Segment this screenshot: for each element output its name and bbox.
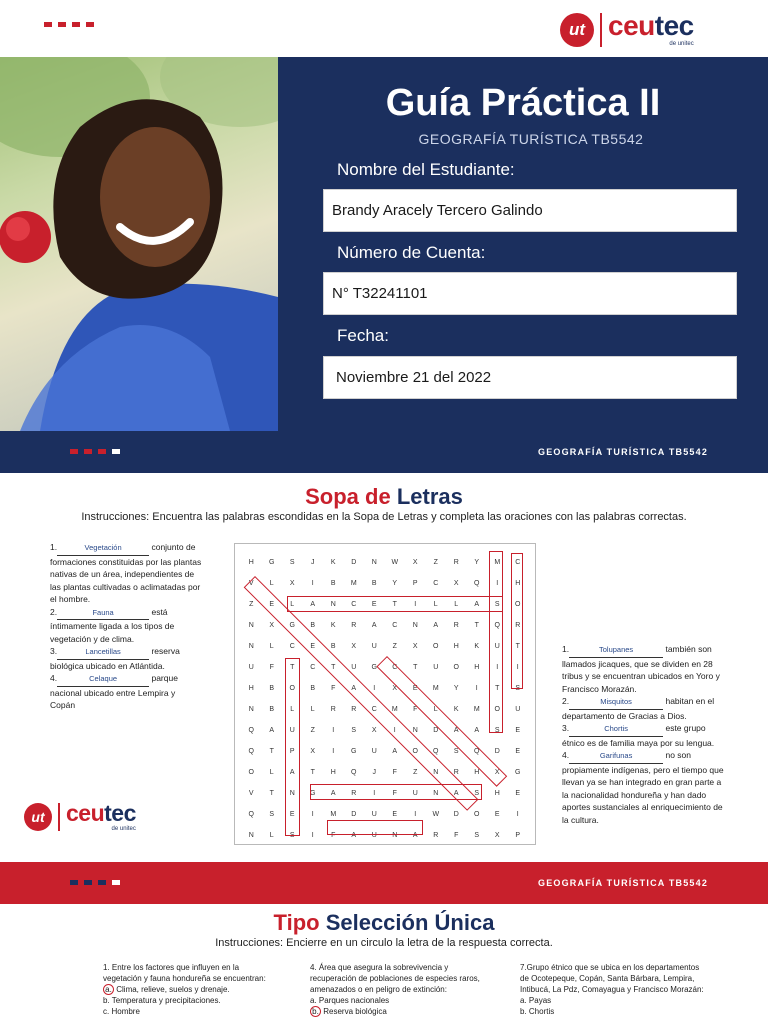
grid-letter: T — [515, 643, 520, 650]
grid-letter: R — [453, 622, 459, 629]
grid-letter: X — [351, 643, 357, 650]
answer-blank[interactable]: Tolupanes — [569, 644, 663, 658]
band-course-label: GEOGRAFÍA TURÍSTICA TB5542 — [538, 447, 709, 457]
grid-letter: R — [351, 622, 357, 629]
decor-dots-top — [44, 22, 94, 27]
band-course-label-2: GEOGRAFÍA TURÍSTICA TB5542 — [538, 878, 709, 888]
grid-letter: X — [453, 580, 459, 587]
grid-letter: M — [432, 685, 439, 692]
option-b[interactable]: b. Chortis — [520, 1007, 555, 1016]
account-number-label: Número de Cuenta: — [337, 243, 486, 262]
grid-letter: I — [496, 664, 499, 671]
wordsearch-title: Sopa de Letras — [305, 484, 463, 509]
grid-letter: Q — [248, 748, 254, 755]
grid-letter: N — [433, 769, 439, 776]
right-clue-2: 2. Misquitos habitan en el departamento de Gracias a Dios. — [562, 696, 715, 721]
grid-letter: E — [392, 811, 398, 818]
multiple-choice-instructions: Instrucciones: Encierre en un circulo la letra de la respuesta correcta. — [215, 937, 553, 949]
grid-letter: U — [433, 664, 439, 671]
ceutec-logo-secondary: ut ceutec de unitec — [24, 802, 136, 832]
grid-letter: Q — [433, 748, 439, 755]
grid-letter: D — [433, 727, 439, 734]
grid-letter: N — [248, 622, 254, 629]
left-clues — [50, 541, 202, 712]
grid-letter: E — [515, 727, 521, 734]
grid-letter: U — [351, 664, 357, 671]
grid-letter: O — [433, 643, 439, 650]
grid-letter: A — [453, 790, 459, 797]
grid-letter: I — [393, 727, 396, 734]
page-subtitle: GEOGRAFÍA TURÍSTICA TB5542 — [418, 131, 644, 147]
grid-letter: N — [289, 790, 295, 797]
grid-letter: X — [494, 832, 500, 839]
grid-letter: S — [289, 559, 295, 566]
grid-letter: D — [351, 811, 357, 818]
grid-letter: E — [310, 643, 316, 650]
found-word-chortis — [511, 553, 523, 689]
grid-letter: T — [269, 748, 274, 755]
grid-letter: L — [269, 832, 274, 839]
grid-letter: N — [330, 601, 336, 608]
grid-letter: I — [311, 580, 314, 587]
option-b[interactable]: b. Reserva biológica — [310, 1006, 485, 1017]
grid-letter: S — [289, 832, 295, 839]
grid-letter: F — [454, 832, 459, 839]
option-b[interactable]: b. Temperatura y precipitaciones. — [103, 996, 221, 1005]
grid-letter: B — [310, 622, 316, 629]
grid-letter: Z — [413, 769, 418, 776]
grid-letter: L — [433, 706, 438, 713]
grid-letter: O — [494, 706, 500, 713]
logo-mark-icon: ut — [560, 13, 594, 47]
ceutec-logo: ut ceutec de unitec — [560, 12, 694, 47]
grid-letter: I — [516, 811, 519, 818]
grid-letter: S — [494, 727, 500, 734]
grid-letter: U — [494, 643, 500, 650]
answer-blank[interactable]: Celaque — [57, 673, 149, 687]
grid-letter: T — [269, 790, 274, 797]
grid-letter: M — [391, 706, 398, 713]
grid-letter: K — [474, 643, 480, 650]
page-title: Guía Práctica II — [385, 82, 661, 124]
wordsearch-instructions: Instrucciones: Encuentra las palabras escondidas en la Sopa de Letras y completa las oraciones con las palabras correctas. — [81, 511, 687, 523]
grid-letter: R — [515, 622, 521, 629]
grid-letter: C — [433, 580, 439, 587]
grid-letter: S — [474, 790, 480, 797]
grid-letter: P — [412, 580, 418, 587]
grid-letter: X — [289, 580, 295, 587]
grid-letter: F — [269, 664, 274, 671]
grid-letter: Y — [392, 580, 398, 587]
grid-letter: A — [392, 748, 398, 755]
grid-letter: F — [331, 832, 336, 839]
grid-letter: T — [331, 664, 336, 671]
grid-letter: Q — [248, 811, 254, 818]
grid-letter: K — [453, 706, 459, 713]
grid-letter: F — [413, 706, 418, 713]
grid-letter: G — [310, 790, 316, 797]
found-word-fauna — [327, 820, 423, 835]
grid-letter: U — [371, 643, 377, 650]
right-clues — [562, 643, 724, 826]
left-clue-1: 1. Vegetación conjunto de formaciones constituidas por las plantas nativas de un área, independientes de las plantas cultivadas o aclimatadas por el hombre. — [50, 542, 202, 604]
grid-letter: B — [330, 580, 336, 587]
decor-dots-red-band — [70, 880, 120, 885]
grid-letter: D — [494, 748, 500, 755]
grid-letter: T — [310, 769, 315, 776]
answer-blank[interactable]: Misquitos — [569, 696, 663, 710]
grid-letter: N — [371, 559, 377, 566]
right-clue-1: 1. Tolupanes también son llamados jicaques, que se dividen en 28 tribus y se encuentran ubicados en Yoro y Francisco Morazán. — [562, 644, 720, 694]
grid-letter: B — [330, 643, 336, 650]
grid-letter: E — [269, 601, 275, 608]
grid-letter: R — [330, 706, 336, 713]
grid-letter: T — [290, 664, 295, 671]
grid-letter: U — [371, 748, 377, 755]
grid-letter: Q — [248, 727, 254, 734]
grid-letter: R — [453, 769, 459, 776]
grid-letter: A — [474, 727, 480, 734]
grid-letter: H — [474, 664, 480, 671]
grid-letter: I — [332, 748, 335, 755]
option-a[interactable]: a. Clima, relieve, suelos y drenaje. — [103, 984, 273, 995]
grid-letter: E — [515, 790, 521, 797]
grid-letter: Z — [249, 601, 254, 608]
grid-letter: E — [494, 811, 500, 818]
grid-letter: Q — [351, 769, 357, 776]
grid-letter: B — [269, 706, 275, 713]
grid-letter: B — [310, 685, 316, 692]
answer-blank[interactable]: Vegetación — [57, 542, 149, 556]
grid-letter: F — [392, 790, 397, 797]
grid-letter: C — [289, 643, 295, 650]
answer-blank[interactable]: Chortis — [569, 723, 663, 737]
grid-letter: I — [496, 580, 499, 587]
grid-letter: S — [515, 685, 521, 692]
grid-letter: O — [453, 664, 459, 671]
grid-letter: W — [432, 811, 440, 818]
grid-letter: J — [311, 559, 315, 566]
logo-mark-icon: ut — [24, 803, 52, 831]
grid-letter: A — [330, 790, 336, 797]
grid-letter: I — [311, 811, 314, 818]
grid-letter: U — [289, 727, 295, 734]
grid-letter: U — [248, 664, 254, 671]
grid-letter: B — [371, 580, 377, 587]
grid-letter: O — [248, 769, 254, 776]
grid-letter: Z — [310, 727, 315, 734]
grid-letter: A — [289, 769, 295, 776]
grid-letter: N — [433, 790, 439, 797]
grid-letter: K — [330, 559, 336, 566]
grid-letter: G — [371, 664, 377, 671]
grid-letter: N — [248, 832, 254, 839]
grid-letter: A — [351, 685, 357, 692]
answer-blank[interactable]: Garifunas — [569, 750, 663, 764]
student-photo — [0, 57, 278, 431]
grid-letter: L — [269, 643, 274, 650]
grid-letter: P — [289, 748, 295, 755]
question-4: 4. Área que asegura la sobrevivencia y recuperación de poblaciones de especies raros, amenazados o en peligro de extinción: a. Parques nacionales b. Reserva biológica — [310, 962, 485, 1017]
grid-letter: G — [351, 748, 357, 755]
grid-letter: U — [371, 811, 377, 818]
grid-letter: B — [269, 685, 275, 692]
grid-letter: I — [414, 811, 417, 818]
grid-letter: M — [494, 559, 501, 566]
grid-letter: N — [412, 727, 418, 734]
grid-letter: Z — [392, 643, 397, 650]
grid-letter: M — [350, 580, 357, 587]
question-7: 7.Grupo étnico que se ubica en los departamentos de Ocotepeque, Copán, Santa Bárbara, Lempira, Intibucá, La Pdz, Comayagua y Francisco Morazán: a. Payas b. Chortis — [520, 962, 710, 1017]
grid-letter: E — [371, 601, 377, 608]
grid-letter: N — [412, 622, 418, 629]
decor-dots-band — [70, 449, 120, 454]
grid-letter: M — [330, 811, 337, 818]
grid-letter: V — [248, 580, 254, 587]
grid-letter: P — [515, 832, 521, 839]
grid-letter: Q — [494, 622, 500, 629]
grid-letter: F — [392, 769, 397, 776]
grid-letter: I — [332, 727, 335, 734]
grid-letter: L — [269, 769, 274, 776]
grid-letter: G — [289, 622, 295, 629]
grid-letter: N — [392, 832, 398, 839]
grid-letter: A — [412, 832, 418, 839]
grid-letter: Q — [474, 580, 480, 587]
grid-letter: L — [310, 706, 315, 713]
grid-letter: O — [474, 811, 480, 818]
multiple-choice-title: Tipo Selección Única — [273, 910, 495, 935]
grid-letter: T — [413, 664, 418, 671]
grid-letter: H — [494, 790, 500, 797]
grid-letter: X — [392, 685, 398, 692]
grid-letter: L — [269, 580, 274, 587]
grid-letter: I — [516, 664, 519, 671]
grid-letter: A — [453, 727, 459, 734]
grid-letter: D — [453, 811, 459, 818]
grid-letter: A — [269, 727, 275, 734]
left-clue-3: 3. Lancetillas reserva biológica ubicado en Atlántida. — [50, 646, 180, 671]
found-word-tolupanes — [285, 658, 300, 836]
grid-letter: C — [392, 664, 398, 671]
date-label: Fecha: — [337, 326, 389, 345]
answer-blank[interactable]: Fauna — [57, 607, 149, 621]
grid-letter: X — [269, 622, 275, 629]
grid-letter: E — [289, 811, 295, 818]
grid-letter: A — [351, 832, 357, 839]
grid-letter: O — [515, 601, 521, 608]
grid-letter: U — [515, 706, 521, 713]
right-clue-3: 3. Chortis este grupo étnico es de familia maya por su lengua. — [562, 723, 715, 748]
grid-letter: C — [371, 706, 377, 713]
grid-letter: O — [289, 685, 295, 692]
grid-letter: I — [475, 685, 478, 692]
grid-letter: I — [414, 601, 417, 608]
grid-letter: Q — [474, 748, 480, 755]
grid-letter: I — [373, 790, 376, 797]
grid-letter: C — [351, 601, 357, 608]
grid-letter: Y — [453, 685, 459, 692]
date-field[interactable]: Noviembre 21 del 2022 — [323, 356, 737, 399]
grid-letter: R — [453, 559, 459, 566]
grid-letter: Z — [433, 559, 438, 566]
grid-letter: R — [351, 706, 357, 713]
left-clue-4: 4. Celaque parque nacional ubicado entre Lempira y Copán — [50, 673, 178, 710]
grid-letter: J — [372, 769, 376, 776]
wordsearch-grid — [234, 543, 536, 845]
answer-blank[interactable]: Lancetillas — [57, 646, 149, 660]
grid-letter: T — [474, 622, 479, 629]
grid-letter: U — [371, 832, 377, 839]
account-number-field[interactable]: N° T32241101 — [323, 272, 737, 315]
grid-letter: G — [515, 769, 521, 776]
grid-letter: H — [248, 559, 254, 566]
grid-letter: K — [330, 622, 336, 629]
grid-letter: D — [351, 559, 357, 566]
grid-letter: C — [392, 622, 398, 629]
grid-letter: W — [391, 559, 399, 566]
grid-letter: H — [248, 685, 254, 692]
grid-letter: X — [310, 748, 316, 755]
grid-letter: R — [433, 832, 439, 839]
grid-letter: L — [290, 706, 295, 713]
grid-letter: O — [412, 748, 418, 755]
grid-letter: S — [351, 727, 357, 734]
grid-letter: H — [453, 643, 459, 650]
grid-letter: T — [495, 685, 500, 692]
grid-letter: S — [494, 601, 500, 608]
grid-letter: V — [248, 790, 254, 797]
grid-letter: U — [412, 790, 418, 797]
grid-letter: A — [474, 601, 480, 608]
grid-letter: X — [412, 559, 418, 566]
found-word-lancetillas — [287, 596, 503, 612]
question-1: 1. Entre los factores que influyen en la vegetación y fauna hondureña se encuentran: a. Clima, relieve, suelos y drenaje. b. Temperatura y precipitaciones. c. Hombre — [103, 962, 273, 1017]
grid-letter: X — [494, 769, 500, 776]
grid-letter: T — [392, 601, 397, 608]
grid-letter: N — [248, 643, 254, 650]
option-c[interactable]: c. Hombre — [103, 1007, 140, 1016]
grid-letter: A — [433, 622, 439, 629]
grid-letter: I — [373, 685, 376, 692]
option-a[interactable]: a. Parques nacionales — [310, 996, 390, 1005]
student-name-field[interactable]: Brandy Aracely Tercero Galindo — [323, 189, 737, 232]
grid-letter: S — [269, 811, 275, 818]
grid-letter: M — [473, 706, 480, 713]
grid-letter: G — [269, 559, 275, 566]
grid-letter: F — [331, 685, 336, 692]
student-name-label: Nombre del Estudiante: — [337, 160, 515, 179]
grid-letter: A — [371, 622, 377, 629]
grid-letter: R — [351, 790, 357, 797]
option-a[interactable]: a. Payas — [520, 996, 552, 1005]
left-clue-2: 2. Fauna está íntimamente ligada a los tipos de vegetación y de clima. — [50, 606, 175, 644]
grid-letter: A — [310, 601, 316, 608]
grid-letter: X — [371, 727, 377, 734]
found-word-misquitos — [489, 551, 503, 733]
grid-letter: E — [412, 685, 418, 692]
grid-letter: C — [515, 559, 521, 566]
grid-letter: N — [248, 706, 254, 713]
grid-letter: L — [454, 601, 459, 608]
grid-letter: X — [412, 643, 418, 650]
grid-letter: I — [311, 832, 314, 839]
grid-letter: H — [474, 769, 480, 776]
grid-letter: S — [453, 748, 459, 755]
grid-letter: L — [290, 601, 295, 608]
grid-letter: Y — [474, 559, 480, 566]
grid-letter: E — [515, 748, 521, 755]
right-clue-4: 4. Garifunas no son propiamente indígenas, pero el tiempo que llevan ya se han integrado en gran parte a la nacionalidad hondureña y han dado aportes sustanciales al enriquecimiento de la cultura. — [562, 750, 724, 825]
grid-letter: S — [474, 832, 480, 839]
grid-letter: H — [515, 580, 521, 587]
grid-letter: L — [433, 601, 438, 608]
grid-letter: H — [330, 769, 336, 776]
grid-letter: C — [310, 664, 316, 671]
